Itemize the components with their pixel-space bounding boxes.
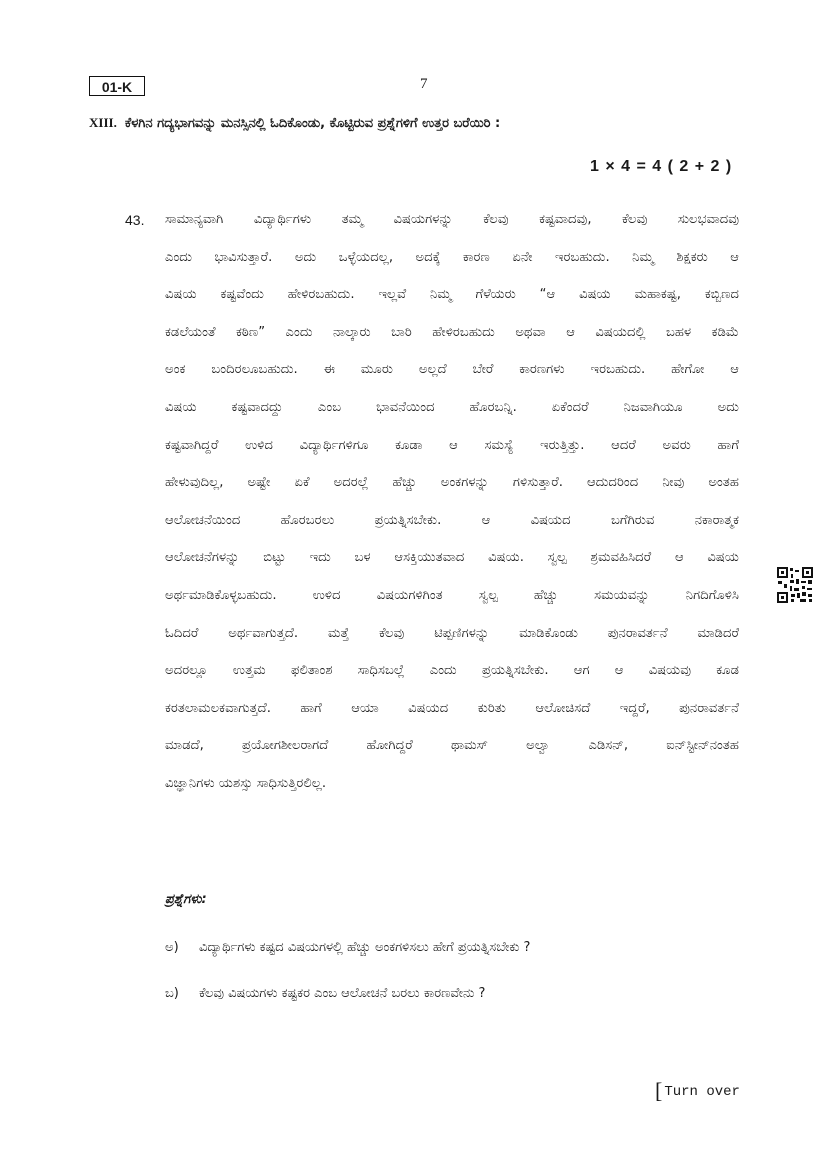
qr-code-icon: [776, 566, 814, 604]
question-label: ಅ): [165, 940, 179, 955]
marks-allocation: 1 × 4 = 4 ( 2 + 2 ): [590, 158, 733, 175]
passage-line: ಮಾಡದೆ, ಪ್ರಯೋಗಶೀಲರಾಗದೆ ಹೋಗಿದ್ದರೆ ಥಾಮಸ್ ಅಲ್ವಾ ಎಡಿಸನ್, ಐನ್‌ಸ್ಟೀನ್‌ನಂತಹ: [165, 738, 739, 754]
passage-line: ಸಾಮಾನ್ಯವಾಗಿ ವಿದ್ಯಾರ್ಥಿಗಳು ತಮ್ಮ ವಿಷಯಗಳನ್ನು ಕೆಲವು ಕಷ್ಟವಾದವು, ಕೆಲವು ಸುಲಭವಾದವು: [165, 212, 739, 227]
passage-line: ವಿಜ್ಞಾನಿಗಳು ಯಶಸ್ಸು ಸಾಧಿಸುತ್ತಿರಲಿಲ್ಲ.: [165, 775, 327, 791]
passage-line: ಅರ್ಥಮಾಡಿಕೊಳ್ಳಬಹುದು. ಉಳಿದ ವಿಷಯಗಳಿಗಿಂತ ಸ್ವಲ್ಪ ಹೆಚ್ಚು ಸಮಯವನ್ನು ನಿಗದಿಗೊಳಿಸಿ: [165, 587, 739, 603]
passage-line: ಕಡಲೆಯಂತೆ ಕಠಿಣ” ಎಂದು ನಾಲ್ಕಾರು ಬಾರಿ ಹೇಳಿರಬಹುದು ಅಥವಾ ಆ ವಿಷಯದಲ್ಲಿ ಬಹಳ ಕಡಿಮೆ: [165, 324, 739, 340]
question-number: 43.: [125, 212, 145, 228]
section-heading: [89, 115, 649, 131]
passage-line: ಅದರಲ್ಲೂ ಉತ್ತಮ ಫಲಿತಾಂಶ ಸಾಧಿಸಬಲ್ಲೆ ಎಂದು ಪ್ರಯತ್ನಿಸಬೇಕು. ಆಗ ಆ ವಿಷಯವು ಕೂಡ: [165, 663, 739, 679]
passage-line: ಹೇಳುವುದಿಲ್ಲ, ಅಷ್ಟೇ ಏಕೆ ಅದರಲ್ಲೆ ಹೆಚ್ಚು ಅಂಕಗಳನ್ನು ಗಳಿಸುತ್ತಾರೆ. ಆದುದರಿಂದ ನೀವು ಅಂತಹ: [165, 475, 739, 491]
passage-line: ವಿಷಯ ಕಷ್ಟವೆಂದು ಹೇಳಿರಬಹುದು. ಇಲ್ಲವೆ ನಿಮ್ಮ ಗೆಳೆಯರು “ಆ ವಿಷಯ ಮಹಾಕಷ್ಟ, ಕಬ್ಬಿಣದ: [165, 287, 739, 303]
bracket: [: [655, 1078, 663, 1103]
passage-line: ಕರತಲಾಮಲಕವಾಗುತ್ತದೆ. ಹಾಗೆ ಆಯಾ ವಿಷಯದ ಕುರಿತು ಆಲೋಚಿಸದೆ ಇದ್ದರೆ, ಪುನರಾವರ್ತನೆ: [165, 700, 739, 716]
question-text: ಕೆಲವು ವಿಷಯಗಳು ಕಷ್ಟಕರ ಎಂಬ ಆಲೋಚನೆ ಬರಲು ಕಾರಣವೇನು ?: [199, 986, 486, 1001]
question-item: [165, 940, 530, 955]
question-label: ಬ): [165, 986, 179, 1001]
section-number: XIII.: [89, 115, 117, 130]
turn-over-note: [655, 1078, 740, 1104]
passage-line: ಅಂಕ ಬಂದಿರಲೂಬಹುದು. ಈ ಮೂರು ಅಲ್ಲದೆ ಬೇರೆ ಕಾರಣಗಳು ಇರಬಹುದು. ಹೇಗೋ ಆ: [165, 362, 739, 378]
passage-line: ಓದಿದರೆ ಅರ್ಥವಾಗುತ್ತದೆ. ಮತ್ತೆ ಕೆಲವು ಟಿಪ್ಪಣಿಗಳನ್ನು ಮಾಡಿಕೊಂಡು ಪುನರಾವರ್ತನೆ ಮಾಡಿದರೆ: [165, 625, 739, 641]
passage-line: ಆಲೋಚನೆಗಳನ್ನು ಬಿಟ್ಟು ಇದು ಬಳ ಆಸಕ್ತಿಯುತವಾದ ವಿಷಯ. ಸ್ವಲ್ಪ ಶ್ರಮವಹಿಸಿದರೆ ಆ ವಿಷಯ: [165, 550, 739, 566]
question-item: [165, 986, 485, 1001]
turn-over-text: Turn over: [664, 1084, 740, 1100]
page-number: 7: [420, 76, 428, 92]
passage-line: ವಿಷಯ ಕಷ್ಟವಾದದ್ದು ಎಂಬ ಭಾವನೆಯಿಂದ ಹೊರಬನ್ನಿ. ಏಕೆಂದರೆ ನಿಜವಾಗಿಯೂ ಅದು: [165, 399, 739, 415]
passage-line: ಕಷ್ಟವಾಗಿದ್ದರೆ ಉಳಿದ ವಿದ್ಯಾರ್ಥಿಗಳಿಗೂ ಕೂಡಾ ಆ ಸಮಸ್ಯೆ ಇರುತ್ತಿತ್ತು. ಆದರೆ ಅವರು ಹಾಗೆ: [165, 437, 739, 453]
passage-line: ಎಂದು ಭಾವಿಸುತ್ತಾರೆ. ಅದು ಒಳ್ಳೆಯದಲ್ಲ, ಅದಕ್ಕೆ ಕಾರಣ ಏನೇ ಇರಬಹುದು. ನಿಮ್ಮ ಶಿಕ್ಷಕರು ಆ: [165, 249, 739, 265]
passage: [165, 206, 739, 808]
questions-heading: ಪ್ರಶ್ನೆಗಳು:: [165, 892, 207, 907]
question-text: ವಿದ್ಯಾರ್ಥಿಗಳು ಕಷ್ಟದ ವಿಷಯಗಳಲ್ಲಿ ಹೆಚ್ಚು ಅಂಕಗಳಿಸಲು ಹೇಗೆ ಪ್ರಯತ್ನಿಸಬೇಕು ?: [199, 940, 531, 955]
passage-line: ಆಲೋಚನೆಯಿಂದ ಹೊರಬರಲು ಪ್ರಯತ್ನಿಸಬೇಕು. ಆ ವಿಷಯದ ಬಗೆಗಿರುವ ನಕಾರಾತ್ಮಕ: [165, 512, 739, 528]
section-instruction: ಕೆಳಗಿನ ಗದ್ಯಭಾಗವನ್ನು ಮನಸ್ಸಿನಲ್ಲಿ ಓದಿಕೊಂಡು, ಕೊಟ್ಟಿರುವ ಪ್ರಶ್ನೆಗಳಿಗೆ ಉತ್ತರ ಬರೆಯಿರಿ :: [124, 116, 501, 131]
paper-code: 01-K: [89, 76, 145, 96]
